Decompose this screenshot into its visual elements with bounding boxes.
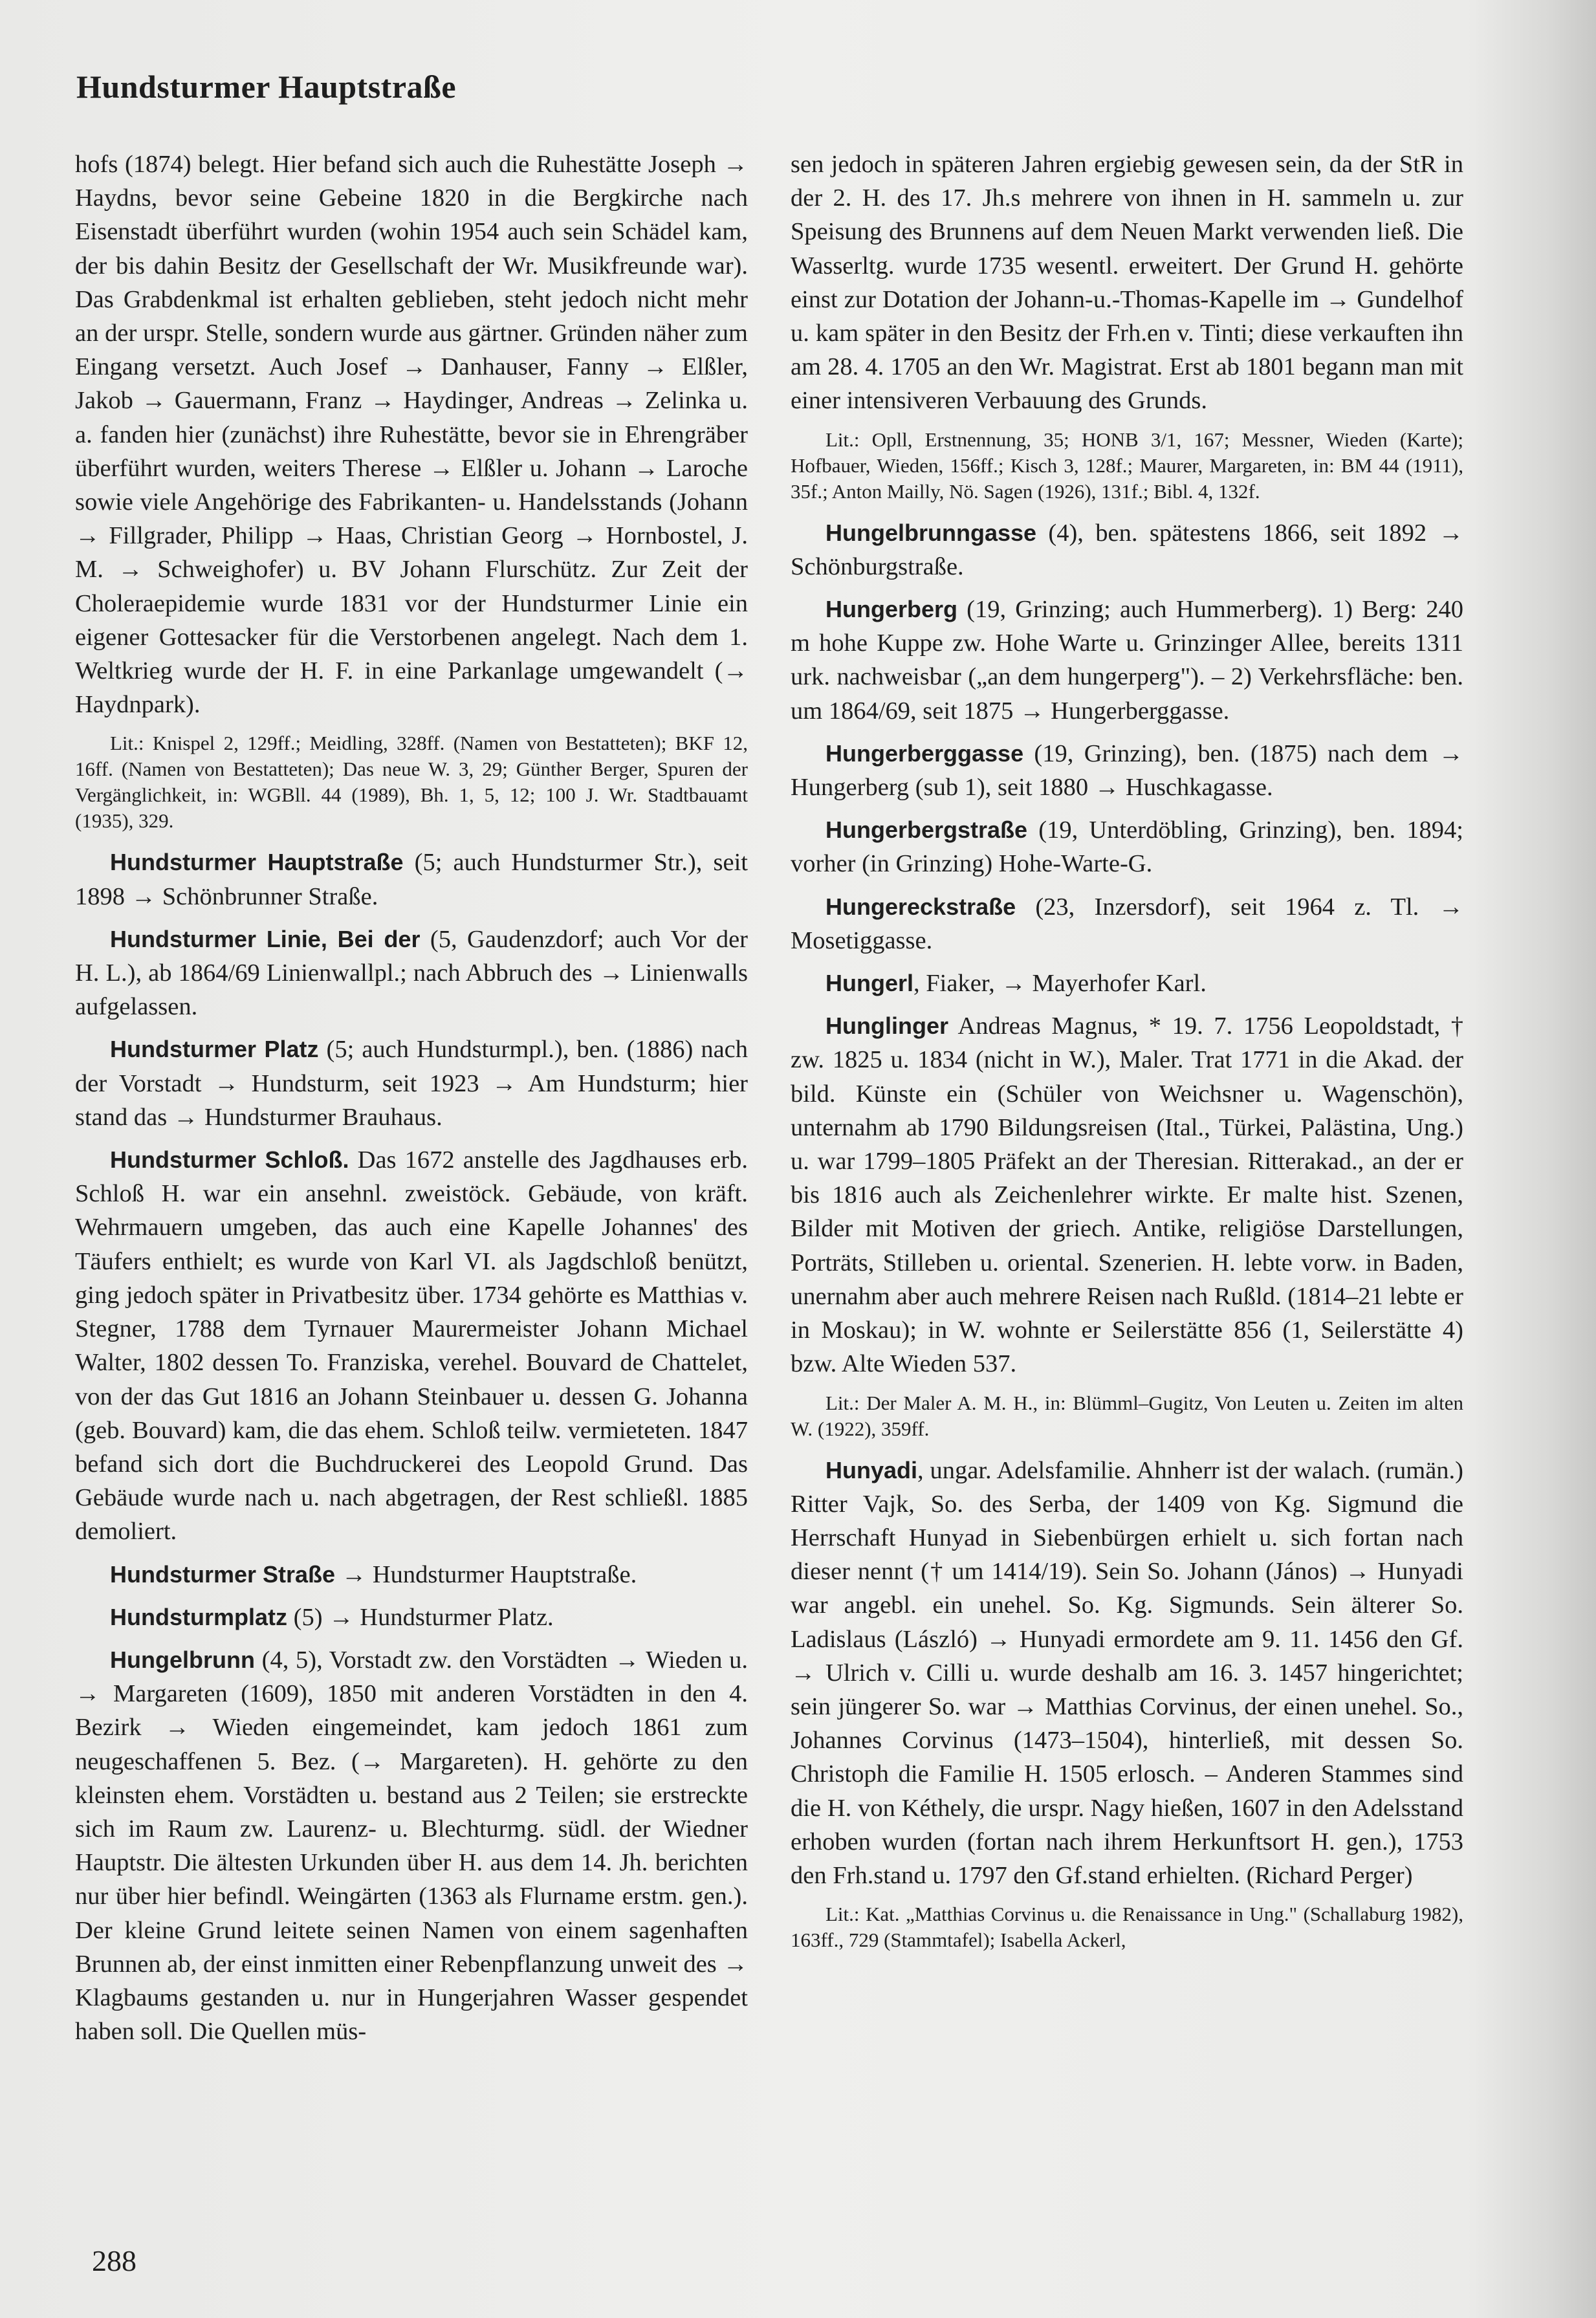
entry-text: (19, Grinzing; auch Hummerberg). 1) Berg: 240 m hohe Kuppe zw. Hohe Warte u. Grinzinger Allee, bereits 1311 urk. nachweisbar („an dem hungerperg"). – 2) Verkehrsfläche: ben. um 1864/69, seit 1875 → Hungerberggasse. xyxy=(791,596,1463,725)
entry-hunyadi xyxy=(791,1454,1463,1893)
entry-hungerbergstrasse xyxy=(791,813,1463,880)
entry-headword: Hungerberg xyxy=(825,596,958,623)
entry-hundsturmplatz xyxy=(75,1601,748,1634)
entry-text: → Hundsturmer Hauptstraße. xyxy=(335,1560,637,1588)
entry-text: (4, 5), Vorstadt zw. den Vorstädten → Wieden u. → Margareten (1609), 1850 mit anderen Vorstädten in den 4. Bezirk → Wieden eingemeindet, kam jedoch 1861 zum neugeschaffenen 5. Bez. (→ Margareten). H. gehörte zu den kleinsten ehem. Vorstädten u. bestand aus 2 Teilen; sie erstreckte sich im Raum zw. Laurenz- u. Blechturmg. südl. der Wiedner Hauptstr. Die ältesten Urkunden über H. aus dem 14. Jh. berichten nur über hier befindl. Weingärten (1363 als Flurname erstm. gen.). Der kleine Grund leitete seinen Namen von einem sagenhaften Brunnen ab, der einst inmitten einer Rebenpflanzung unweit des → Klagbaums gestanden u. nur in Hungerjahren Wasser gespendet haben soll. Die Quellen müs- xyxy=(75,1646,748,2046)
entry-text: (23, Inzersdorf), seit 1964 z. Tl. → Mosetiggasse. xyxy=(791,893,1463,954)
right-column xyxy=(791,148,1463,1965)
entry-hungerberggasse xyxy=(791,737,1463,804)
entry-headword: Hungelbrunn xyxy=(110,1646,255,1673)
entry-headword: Hundsturmer Linie, Bei der xyxy=(110,925,421,952)
entry-headword: Hundsturmer Platz xyxy=(110,1036,319,1063)
entry-headword: Hundsturmer Schloß. xyxy=(110,1146,349,1174)
entry-text: Das 1672 anstelle des Jagdhauses erb. Schloß H. war ein ansehnl. zweistöck. Gebäude, von kräft. Wehrmauern umgeben, das auch eine Kapelle Johannes' des Täufers enthielt; es wurde von Karl VI. als Jagdschloß benützt, ging jedoch später in Privatbesitz über. 1734 gehörte es Matthias v. Stegner, 1788 dem Tyrnauer Maurermeister Johann Michael Walter, 1802 dessen To. Franziska, verehel. Bouvard de Chattelet, von der das Gut 1816 an Johann Steinbauer u. dessen G. Johanna (geb. Bouvard) kam, die das ehem. Schloß teilw. vermieteten. 1847 befand sich dort die Buchdruckerei des Leopold Grund. Das Gebäude wurde nach u. nach abgetragen, der Rest schließl. 1885 demoliert. xyxy=(75,1146,749,1546)
entry-hundsturmer-linie xyxy=(75,923,748,1024)
entry-text: (4), ben. spätestens 1866, seit 1892 → Schönburgstraße. xyxy=(791,519,1463,580)
entry-hundsturmer-strasse xyxy=(75,1558,748,1591)
entry-headword: Hundsturmplatz xyxy=(110,1603,287,1630)
entry-hungelbrunngasse xyxy=(791,516,1463,584)
entry-text: , ungar. Adelsfamilie. Ahnherr ist der walach. (rumän.) Ritter Vajk, So. des Serba, der 1409 von Kg. Sigmund die Herrschaft Hunyad in Siebenbürgen erhielt u. sich fortan nach dieser nennt († um 1414/19). Sein So. Johann (János) → Hunyadi war angebl. ein unehel. So. Kg. Sigmunds. Sein älterer So. Ladislaus (László) → Hunyadi ermordete am 9. 11. 1456 den Gf. → Ulrich v. Cilli u. wurde deshalb am 16. 3. 1457 hingerichtet; sein jüngerer So. war → Matthias Corvinus, der einen unehel. So., Johannes Corvinus (1473–1504), hinterließ, mit dessen So. Christoph die Familie H. 1505 erlosch. – Anderen Stammes sind die H. von Kéthely, die urspr. Nagy hießen, 1607 in den Adelsstand erhoben wurden (fortan nach ihrem Herkunftsort H. gen.), 1753 den Frh.stand u. 1797 den Gf.stand erhielten. (Richard Perger) xyxy=(791,1456,1463,1889)
paragraph-continuation: hofs (1874) belegt. Hier befand sich auch die Ruhestätte Joseph → Haydns, bevor seine Gebeine 1820 in die Bergkirche nach Eisenstadt überführt wurden (wohin 1954 auch sein Schädel kam, der bis dahin Besitz der Gesellschaft der Wr. Musikfreunde war). Das Grabdenkmal ist erhalten geblieben, steht jedoch nicht mehr an der urspr. Stelle, sondern wurde aus gärtner. Gründen näher zum Eingang versetzt. Auch Josef → Danhauser, Fanny → Elßler, Jakob → Gauermann, Franz → Haydinger, Andreas → Zelinka u. a. fanden hier (zunächst) ihre Ruhestätte, bevor sie in Ehrengräber überführt wurden, weiters Therese → Elßler u. Johann → Laroche sowie viele Angehörige des Fabrikanten- u. Handelsstands (Johann → Fillgrader, Philipp → Haas, Christian Georg → Hornbostel, J. M. → Schweighofer) u. BV Johann Flurschütz. Zur Zeit der Choleraepidemie wurde 1831 vor der Hundsturmer Linie ein eigener Gottesacker für die Verstorbenen angelegt. Nach dem 1. Weltkrieg wurde der H. F. in eine Parkanlage umgewandelt (→ Haydnpark). xyxy=(75,151,748,719)
entry-text: Andreas Magnus, * 19. 7. 1756 Leopoldstadt, † zw. 1825 u. 1834 (nicht in W.), Maler. Trat 1771 in die Akad. der bild. Künste ein (Schüler von Weichsner u. Wagenschön), unternahm ab 1790 Bildungsreisen (Ital., Türkei, Palästina, Ung.) u. war 1799–1805 Präfekt an der Theresian. Ritterakad., an der er bis 1816 auch als Zeichenlehrer wirkte. Er malte hist. Szenen, Bilder mit Motiven der griech. Antike, religiöse Darstellungen, Porträts, Stilleben u. oriental. Szenerien. H. lebte vorw. in Baden, unernahm aber auch mehrere Reisen nach Rußld. (1814–21 lebte er in Moskau); in W. wohnte er Seilerstätte 856 (1, Seilerstätte 4) bzw. Alte Wieden 537. xyxy=(791,1012,1463,1378)
entry-headword: Hungereckstraße xyxy=(825,893,1016,920)
entry-headword: Hungelbrunngasse xyxy=(825,519,1037,546)
left-column xyxy=(75,148,748,2057)
literature-note: Lit.: Knispel 2, 129ff.; Meidling, 328ff. (Namen von Bestatteten); BKF 12, 16ff. (Namen von Bestatteten); Das neue W. 3, 29; Günther Berger, Spuren der Vergänglichkeit, in: WGBll. 44 (1989), Bh. 1, 5, 12; 100 J. Wr. Stadtbauamt (1935), 329. xyxy=(75,732,748,833)
entry-text: (5; auch Hundsturmer Str.), seit 1898 → Schönbrunner Straße. xyxy=(75,849,748,910)
entry-hungereckstrasse xyxy=(791,890,1463,957)
literature-note: Lit.: Opll, Erstnennung, 35; HONB 3/1, 167; Messner, Wieden (Karte); Hofbauer, Wieden, 156ff.; Kisch 3, 128f.; Maurer, Margareten, in: BM 44 (1911), 35f.; Anton Mailly, Nö. Sagen (1926), 131f.; Bibl. 4, 132f. xyxy=(791,428,1463,503)
literature-note: Lit.: Kat. „Matthias Corvinus u. die Renaissance in Ung." (Schallaburg 1982), 163ff., 729 (Stammtafel); Isabella Ackerl, xyxy=(791,1903,1463,1952)
entry-text: (19, Unterdöbling, Grinzing), ben. 1894; vorher (in Grinzing) Hohe-Warte-G. xyxy=(791,816,1463,878)
entry-hungerberg xyxy=(791,593,1463,728)
running-head: Hundsturmer Hauptstraße xyxy=(76,69,457,105)
paragraph-continuation: sen jedoch in späteren Jahren ergiebig gewesen sein, da der StR in der 2. H. des 17. Jh.s mehrere von ihnen in H. sammeln u. zur Speisung des Brunnens auf dem Neuen Markt verwenden ließ. Die Wasserltg. wurde 1735 wesentl. erweitert. Der Grund H. gehörte einst zur Dotation der Johann-u.-Thomas-Kapelle im → Gundelhof u. kam später in den Besitz der Frh.en v. Tinti; diese verkauften ihn am 28. 4. 1705 an den Wr. Magistrat. Erst ab 1801 begann man mit einer intensiveren Verbauung des Grunds. xyxy=(791,151,1463,415)
entry-headword: Hungerberggasse xyxy=(825,739,1024,767)
literature-note: Lit.: Der Maler A. M. H., in: Blümml–Gugitz, Von Leuten u. Zeiten im alten W. (1922), 359ff. xyxy=(791,1391,1463,1440)
entry-hunglinger xyxy=(791,1009,1463,1381)
entry-headword: Hunglinger xyxy=(825,1012,948,1040)
entry-hungelbrunn xyxy=(75,1643,748,2048)
entry-text: (19, Grinzing), ben. (1875) nach dem → Hungerberg (sub 1), seit 1880 → Huschkagasse. xyxy=(791,739,1463,802)
entry-hundsturmer-platz xyxy=(75,1033,748,1134)
entry-headword: Hunyadi xyxy=(825,1456,918,1483)
entry-text: (5; auch Hundsturmpl.), ben. (1886) nach der Vorstadt → Hundsturm, seit 1923 → Am Hundsturm; hier stand das → Hundsturmer Brauhaus. xyxy=(75,1036,748,1131)
entry-text: (5, Gaudenzdorf; auch Vor der H. L.), ab 1864/69 Linienwallpl.; nach Abbruch des → Linienwalls aufgelassen. xyxy=(75,925,749,1021)
entry-hundsturmer-hauptstrasse xyxy=(75,846,748,913)
entry-headword: Hungerl xyxy=(825,970,914,997)
page-number: 288 xyxy=(92,2244,137,2277)
entry-text: (5) → Hundsturmer Platz. xyxy=(287,1603,554,1631)
entry-headword: Hungerbergstraße xyxy=(825,816,1028,844)
entry-headword: Hundsturmer Hauptstraße xyxy=(110,849,404,876)
entry-headword: Hundsturmer Straße xyxy=(110,1560,336,1588)
entry-text: , Fiaker, → Mayerhofer Karl. xyxy=(913,970,1207,998)
entry-hungerl xyxy=(791,967,1463,1000)
entry-hundsturmer-schloss xyxy=(75,1143,748,1548)
